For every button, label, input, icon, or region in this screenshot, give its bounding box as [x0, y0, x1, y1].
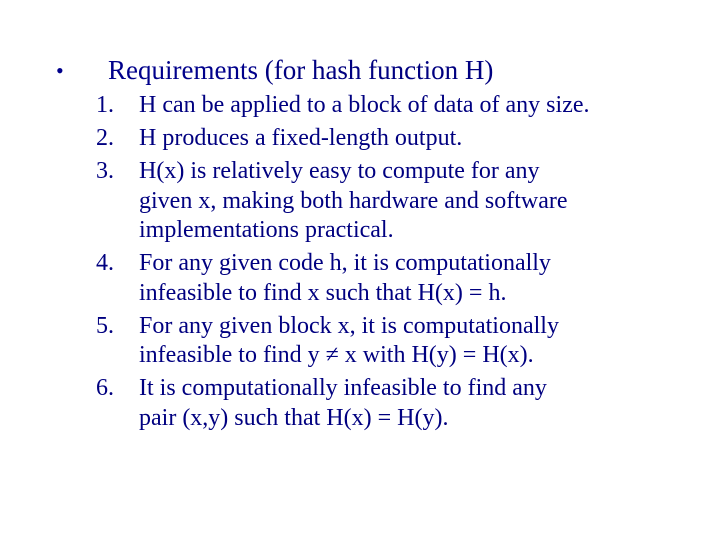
heading-qualifier: (for hash function H) [264, 55, 494, 85]
item-number: 6. [96, 375, 114, 401]
list-item [96, 157, 706, 246]
list-item [96, 249, 706, 308]
list-item [96, 124, 706, 154]
list-item [96, 91, 706, 121]
item-text: H produces a fixed-length output. [139, 125, 463, 151]
heading-main: Requirements [108, 55, 258, 85]
item-number: 1. [96, 92, 114, 118]
item-number: 4. [96, 250, 114, 276]
item-number: 3. [96, 158, 114, 184]
item-text: H(x) is relatively easy to compute for any given x, making both hardware and software implementations practical. [139, 158, 568, 243]
item-text: For any given code h, it is computationally infeasible to find x such that H(x) = h. [139, 250, 551, 306]
item-number: 2. [96, 125, 114, 151]
bullet-icon: • [56, 58, 64, 83]
requirements-list [96, 91, 706, 437]
list-item [96, 312, 706, 371]
list-item [96, 374, 706, 433]
item-number: 5. [96, 312, 114, 339]
item-text: H can be applied to a block of data of any size. [139, 92, 590, 118]
heading-row [56, 52, 493, 88]
item-text: It is computationally infeasible to find any pair (x,y) such that H(x) = H(y). [139, 375, 547, 431]
item-text: For any given block x, it is computationally infeasible to find y ≠ x with H(y) = H(x). [139, 312, 559, 368]
